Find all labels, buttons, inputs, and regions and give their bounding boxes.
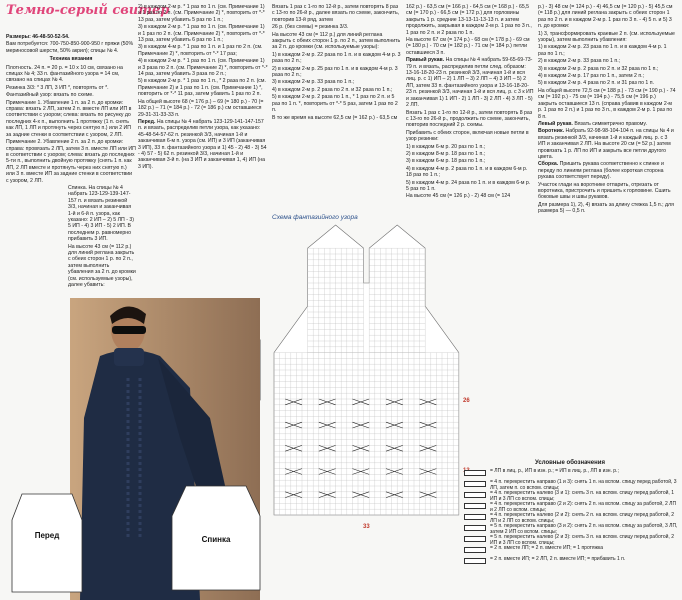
col5-p10: Для размера 1), 2), 4) вязать за длину стежка 1,5 п.; для размера 5) — 0,5 п. [538,201,674,215]
col2-p3: 3) в каждом 4-м р. * 1 раз по 1 п. и 1 раз по 2 п. (см. Примечание 2) *, повторить от *-* 17 раз; [138,44,263,57]
col3-p2: 26 р. (без схемы) = резинка 3/3. [272,24,349,31]
col5-p8: На общей высоте 72,5 см (= 188 р.) - 73 см (= 190 р.) - 74 см (= 192 р.) - 75 см (= 194 р.) - 75,5 см (= 196 р.) закрыть оставшиеся 13 п. (справа убавив в каждом 2-м р. 1 раз по 2 п.) и 1 раз по 3 п., в каждом 2-м р. 1 раз по 8 п. [538,87,676,120]
col2-p6: На общей высоте 68 (= 176 р.) – 69 (= 180 р.) - 70 (= 182 р.) – 71 (= 184 р.) - 72 (= 186 р.) см оставшиеся 29-31-31-33-33 п. [138,98,264,118]
note2-text: Примечание 2. Убавление 2 п. за 2 п. до кромки: справа: провязать 2 ЛП, затем 3 п. вместе ЛП или ИП в соответствии с узором; слева: вязать до последних 5-ти п., выполнить двойную протяжку (снять 1 п. как ЛП, 2 ЛП вместе и протянуть через них снятую п.) или 3 п. вместе ИП за задние стенки в соответствии с узором, 2 ЛП. [6,139,136,184]
instructions-column-3 [272,4,402,210]
col5-p1: р.) - 3) 48 см (= 124 р.) - 4) 46,5 см (= 120 р.) - 5) 45,5 см (= 118 р.) для линий реглана закрыть с обеих сторон 1 раз по 2 п. и в каждом 2-м р. 1 раз по 3 п. - 4) 5 п. и 5) 3 п. до кромки: [538,4,673,30]
back-height-text: На высоте 43 см (= 112 р.) для линий реглана закрыть с обеих сторон 1 р. по 2 п., затем выполнить убавления за 2 п. до кромки (см. используемые узоры), далее убавить: [68,243,136,289]
legend-item: = 2 п. вместе ЛП; = 2 п. вместе ИП; = 1 протяжка [462,546,678,557]
col4-p1: 162 р.) - 63,5 см (= 166 р.) - 64,5 см (= 168 р.) - 65,5 см (= 170 р.) - 66,5 см (= 172 р.) для горловины закрыть 1 р. средние 13-13-11-13-13 п. и затем продолжить, закрывая в каждом 2-м р. 1 раз по 3 п., 1 раз по 2 п. и 2 раза по 1 п. [406,4,532,36]
col4-p3: Вязать 1 раз с 1-го по 12-й р., затем повторять 8 раз с 13-го по 26-й р., продолжить по схеме, закончить, повторив последний 2 р. схемы. [406,109,533,129]
col5-p3: 1) в каждом 2-м р. 23 раза по 1 п. и в каждом 4-м р. 1 раз по 1 п.; [538,44,667,57]
assembly-header: Сборка. [538,161,559,168]
fancy-text: Фантазийный узор: вязать по схеме. [6,92,94,99]
front-header: Перед. [138,118,156,125]
col3-p6: 3) в каждом 2-м р. 33 раза по 1 п.; [272,79,355,86]
front-pattern-diagram [8,490,86,596]
legend-item: = 5 п. перекрестить налево (2 и 3): снять 3 п. на вспом. спицу перед работой, 2 ИП и 3 ЛП со вспом. спицы; [462,535,678,546]
col4-p5: 1) в каждом 6-м р. 20 раз по 1 п.; [406,143,486,150]
col5-p7: 5) в каждом 2-м р. 4 раза по 2 п. и 31 раз по 1 п. [538,80,654,87]
legend-item: = 4 п. перекрестить налево (3 и 1): снять 3 п. на вспом. спицу перед работой, 1 ИП и 3 ЛП со вспом. спицы; [462,491,678,502]
sizes-text: Размеры: 46-48-50-52-54. [6,34,70,40]
col2-p2: 3) в каждом 2-м р. * 1 раз по 1 п. (см. Примечание 1) и 1 раз по 2 п. (см. Примечание 2) *, повторить от *-* 13 раз, затем убавить 6 раз по 1 п.; [138,24,265,44]
cable-left-icon [464,492,486,498]
knitting-scheme [272,215,462,533]
scheme-row-26: 26 [463,398,470,404]
back-part-text: Спинка. На спицы № 4 набрать 123-129-139-147-157 п. и вязать резинкой 3/3, начиная и заканчивая 1-й и 6-й п. узора, как указано: 2 ИП – 2) 5 ЛП - 3) 5 ИП - 4) 3 ИП - 5) 2 ИП. В последнем р. равномерно прибавить 3 ИП. [68,184,134,243]
col3-p7: 4) в каждом 2-м р. 2 раза по 2 п. и 32 раза по 1 п.; [272,86,393,93]
legend-item: = 4 п. перекрестить налево (2 и 2): снять 2 п. на вспом. спицу перед работой, 2 ЛП и 2 ЛП со вспом. спицы; [462,513,678,524]
col3-p3: На высоте 43 см (= 112 р.) для линий реглана закрыть с обеих сторон 1 р. по 2 п., затем выполнить за 2 п. до кромки (см. используемые узоры): [272,31,401,51]
cable-left-icon [464,536,486,542]
col2-p1: 2) в каждом 2-м р. * 1 раз по 1 п. (см. Примечание 1) и 1 раз по 2 п. (см. Примечание 2) *, повторить от *-* 13 раз, затем убавить 5 раз по 1 п.; [138,4,265,23]
col4-p9: 5) в каждом 4-м р. 24 раза по 1 п. и в каждом 6-м р. 5 раз по 1 п. [406,179,531,192]
col5-p5: 3) в каждом 2-м р. 2 раза по 2 п. и 32 раза по 1 п.; [538,65,659,72]
rib-text: Резинка 3/3: * 3 ЛП, 3 ИП *, повторять от *. [6,84,109,91]
collar-text: Набрать 92-98-98-104-104 п. на спицы № 4 и вязать резинкой 3/3, начиная 1-й и каждый лиц. р. с 3 ИП и заканчивая 2 ЛП. На высоте 20 см (= 52 р.) затем провязать 1 р. ЛП по ИП и закрыть все петли другого цвета. [538,128,674,160]
legend-item: = ЛП в лиц. р., ИП в изн. р.; = ИП в лиц. р., ЛП в изн. р.; [462,469,678,480]
col5-p6: 4) в каждом 2-м р. 17 раз по 1 п., затем 2 п.; [538,73,645,80]
legend-item: = 2 п. вместе ИП; = 2 ЛП, 2 п. вместе ИП; = прибавить 1 п. [462,557,678,568]
col3-p8: 5) в каждом 2-м р. 2 раза по 1 п., * 1 раз по 2 п. и 5 раз по 1 п. *, повторить от *-* 5 раз, затем 1 раз по 2 п. [272,94,398,114]
stitch-symbol-icon [464,470,486,476]
instructions-column-2 [138,4,268,304]
left-sleeve-header: Левый рукав. [538,120,573,127]
col4-p10: На высоте 45 см (= 126 р.) - 2) 48 см (= 124 [406,193,511,200]
legend-title: Условные обозначения [535,460,605,466]
col5-p4: 2) в каждом 2-м р. 33 раза по 1 п.; [538,58,621,65]
col4-p7: 3) в каждом 6-м р. 18 раз по 1 п.; [406,158,486,165]
increase-icon [464,558,486,564]
col3-p4: 1) в каждом 2-м р. 22 раза по 1 п. и в каждом 4-м р. 3 раза по 2 п.; [272,51,401,65]
technique-header: Техника вязания [49,56,93,63]
col4-p4: Прибавить с обеих сторон, включая новые петли в узор резинки: [406,129,529,143]
note1-text: Примечание 1. Убавление 1 п. за 2 п. до кромки: справа: вязать 2 ЛП, затем 2 п. вместе ЛП или ИП в соответствии с узором; слева: вязать по рисунку до последних 4-х п., выполнить 1 протяжку (1 п. снять как ЛП, 1 ЛП и протянуть через снятую п.) или 2 ИП за задние стенки в соответствии с узором, 2 ЛП. [6,99,132,138]
legend-item: = 4 п. перекрестить направо (2 и 2): снять 2 п. на вспом. спицу за работой, 2 ЛП и 2 ЛП со вспом. спицы; [462,502,678,513]
cable-right-icon [464,481,486,487]
collar-header: Воротник. [538,128,565,135]
back-pattern-diagram [168,482,264,594]
cable-left-icon [464,514,486,520]
instructions-column-5 [538,4,676,456]
col5-p2: 1) 3, трансформировать краевые 2 п. (см. используемые узоры), затем выполнить убавления: [538,30,675,44]
legend-item: = 4 п. перекрестить направо (1 и 3): снять 1 п. на вспом. спицу перед работой, 3 ЛП, затем п. со вспом. спицы; [462,480,678,491]
cable-right-icon [464,525,486,531]
sleeve-header: Правый рукав. [406,57,445,64]
col4-p8: 4) в каждом 4-м р. 2 раза по 1 п. и в каждом 6-м р. 18 раз по 1 п.; [406,165,528,179]
density-text: Плотность. 24 п. = 20 р. = 10 х 10 см, связано на спицах № 4; 33 п. фантазийного узора = 14 см, связано на спицах № 4. [6,64,123,84]
front-text: На спицы № 4 набрать 123-129-141-147-157 п. и вязать, распределив петли узора, как указано: 45-48-54-57-62 п. резинкой 3/3, начиная 1-й и заканчивая 6-м п. узора (см. ИП) и 3 ИП (заканчивая 3 ИП), 33 п. фантазийного узора и 1) 45 - 2) 48 - 3) 54 - 4) 57 - 5) 62 п. резинкой 3/3, начиная 1-й и заканчивая 3-й п. (на 3 ИП и заканчивая 1, 4) ИП (на 3 ИП). [138,118,267,170]
scheme-title: Схема фантазийного узора [272,214,358,221]
scheme-stitch-count: 33 [363,524,370,530]
legend-item: = 5 п. перекрестить направо (3 и 2): снять 2 п. на вспом. спицу за работой, 3 ЛП, затем 2 ИП со вспом. спицы; [462,524,678,535]
col2-p5: 5) в каждом 2-м р. * 1 раз по 1 п., * 2 раза по 2 п. (см. Примечание 2) и 1 раз по 1 п. (см. Примечание 1) *, повторить от *-* 11 раз, затем убавить 1 раз по 2 п. [138,78,266,98]
col4-p6: 2) в каждом 8-м р. 18 раз по 1 п.; [406,150,486,157]
col3-p9: В то же время на высоте 62,5 см (= 162 р.) - 63,5 см [272,114,398,121]
front-label: Перед [34,531,60,540]
back-label: Спинка [201,535,231,544]
col4-p2: На высоте 67 см (= 174 р.) - 68 см (= 178 р.) - 69 см (= 180 р.) - 70 см (= 182 р.) - 71 см (= 184 р.) петли оставшиеся 3 п. [406,37,530,56]
cable-right-icon [464,503,486,509]
legend [462,460,678,598]
assembly-text: Пришить рукава соответственно к спинке и переду по линиям реглана (более короткая сторона рукава соответствует переду). [538,161,664,181]
col3-p1: Вязать 1 раз с 1-го по 12-й р., затем повторять 8 раз с 13-го по 26-й р., далее вязать по схеме, закончить, повторив 13-й ряд, затем [272,4,400,23]
left-sleeve-text: Вязать симметрично правому. [574,120,647,127]
col3-p5: 2) в каждом 2-м р. 25 раз по 1 п. и в каждом 4-м р. 3 раза по 2 п.; [272,65,398,79]
col5-p9: Участок глади на воротнике отпарить, отрезать от воротника, пристрочить и пришить к горловине. Сшить боковые швы и швы рукавов. [538,181,671,201]
page-title: Темно-серый свитер [6,3,170,18]
col2-p4: 4) в каждом 2-м р. * 1 раз по 1 п. (см. Примечание 1) и 3 раза по 2 п. (см. Примечание 2) *, повторить от *-* 14 раз, затем убавить 3 раза по 2 п.; [138,58,268,78]
scheme-grid [272,223,462,523]
sleeve-text: На спицы № 4 набрать 59-65-69-73-79 п. и вязать, распределив петли след. образом: 13-16-18-20-23 п. резинкой 3/3, начиная 1-й и вся лиц. р. с 1) ИП – 2) 1 ЛП – 3) 2 ЛП – 4) 3 ИП – 5) 2 ЛП, затем 33 п. фантазийного узора и 13-16-18-20-23 п. резинкой 3/3, начиная 1-й и вся лиц. р. с 3 к ИП и заканчивая 1) 1 ИП - 2) 1 ЛП - 3) 2 ЛП - 4) 3 ЛП - 5) 2 ЛП. [406,57,534,109]
decrease-icon [464,547,486,553]
materials-text: Вам потребуется: 700-750-850-900-950 г пряжи (50% мериносовой шерсти, 50% акрил); спицы № 4. [6,41,134,54]
